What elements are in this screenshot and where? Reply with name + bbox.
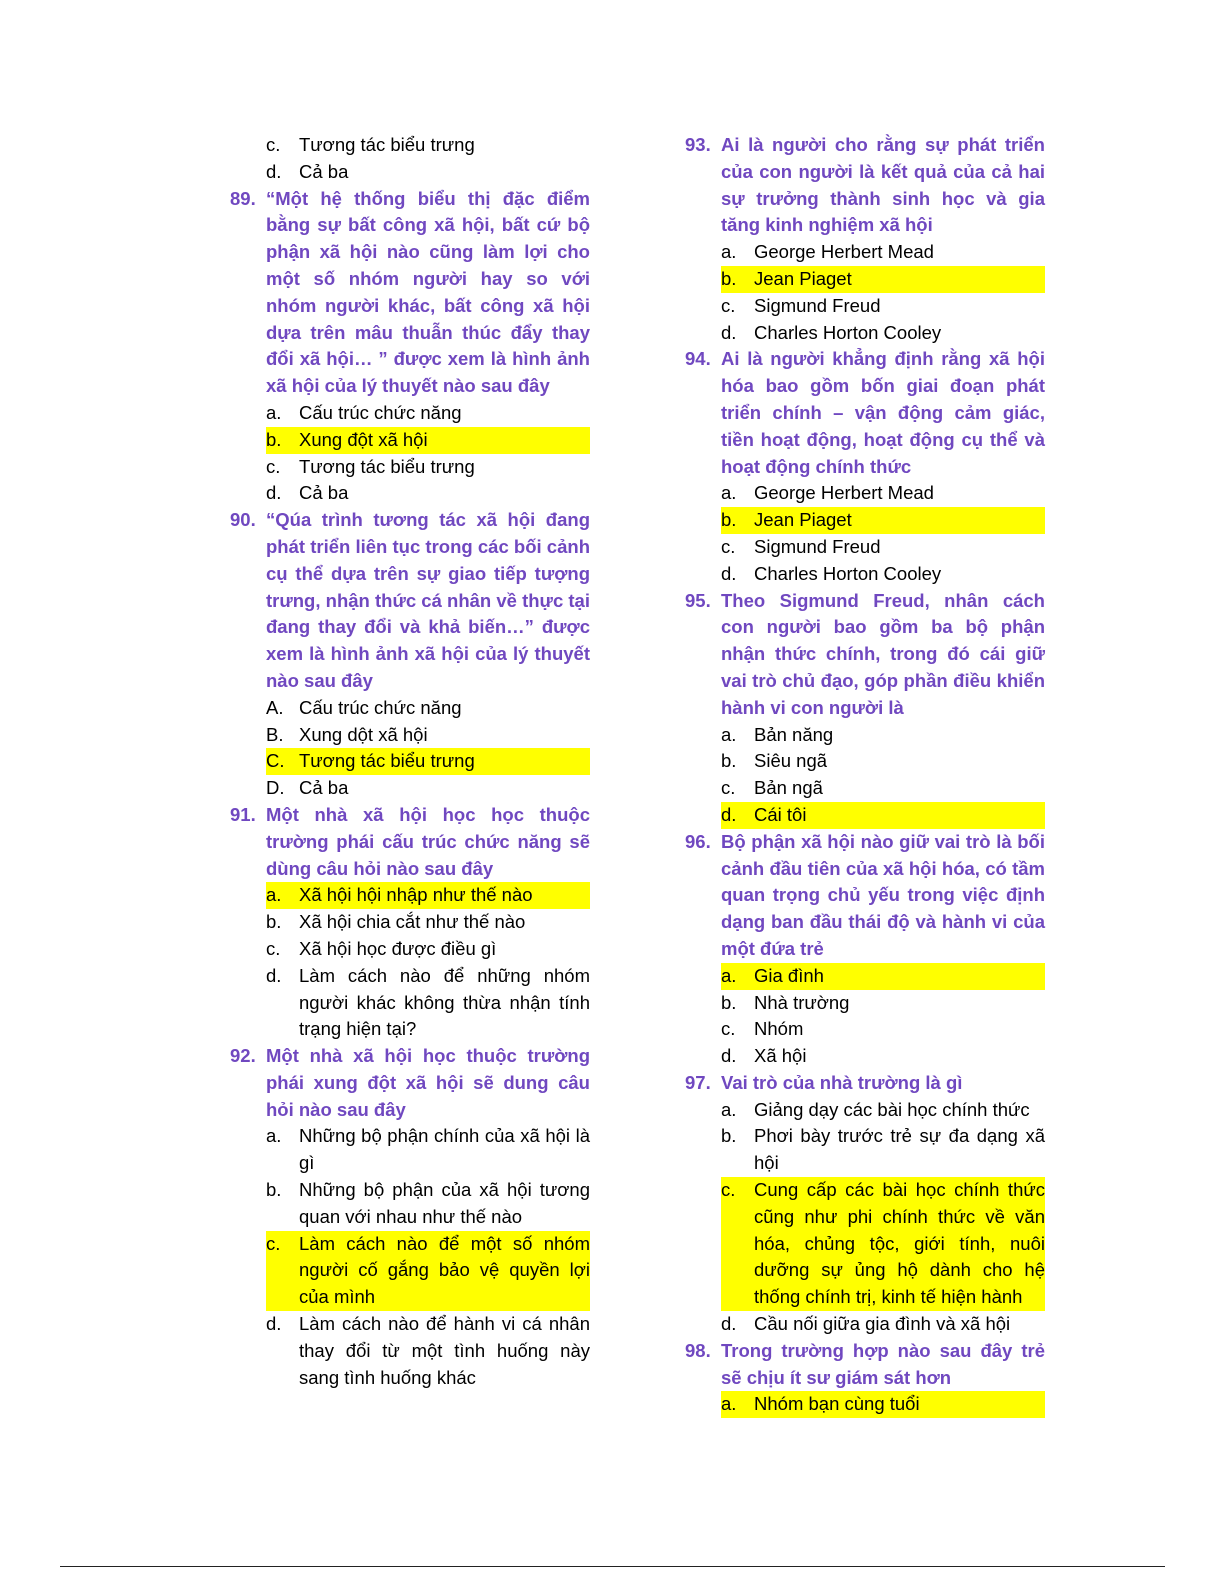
option-text: Tương tác biểu trưng bbox=[299, 455, 475, 477]
question-text: Vai trò của nhà trường là gì bbox=[721, 1071, 963, 1093]
question bbox=[230, 1043, 590, 1123]
option-letter: D. bbox=[266, 777, 285, 799]
option-letter: c. bbox=[721, 1018, 736, 1040]
option-letter: C. bbox=[266, 750, 285, 772]
option-letter: d. bbox=[266, 1313, 282, 1335]
answer-option bbox=[266, 909, 590, 936]
option-letter: c. bbox=[266, 937, 281, 959]
option-text: Cả ba bbox=[299, 777, 349, 799]
option-letter: c. bbox=[721, 535, 736, 557]
answer-option bbox=[266, 132, 590, 159]
option-text: Xung dột xã hội bbox=[299, 723, 428, 745]
option-letter: B. bbox=[266, 723, 284, 745]
option-text: Cả ba bbox=[299, 482, 349, 504]
option-text: Nhà trường bbox=[754, 991, 850, 1013]
answer-option bbox=[266, 963, 590, 1043]
answer-option bbox=[721, 534, 1045, 561]
question-number: 90. bbox=[230, 509, 256, 531]
option-text: Xã hội hội nhập như thế nào bbox=[299, 884, 533, 906]
answer-option bbox=[266, 159, 590, 186]
answer-option bbox=[266, 775, 590, 802]
option-text: Nhóm bbox=[754, 1018, 804, 1040]
question-text: “Một hệ thống biểu thị đặc điểm bằng sự bất công xã hội, bất cứ bộ phận xã hội nào cũng làm lợi cho một số nhóm người hay so với nhóm người khác, bất công xã hội dựa trên mâu thuẫn thúc đẩy thay đổi xã hội… ” được xem là hình ảnh xã hội của lý thuyết nào sau đây bbox=[266, 187, 590, 397]
question-number: 91. bbox=[230, 803, 256, 825]
option-text: Tương tác biểu trưng bbox=[299, 134, 475, 155]
page-bottom-rule bbox=[60, 1566, 1165, 1567]
option-text: Cấu trúc chức năng bbox=[299, 696, 462, 718]
option-text: Cầu nối giữa gia đình và xã hội bbox=[754, 1313, 1011, 1335]
option-text: Charles Horton Cooley bbox=[754, 321, 942, 343]
left-column bbox=[230, 132, 590, 1391]
answer-option-highlighted bbox=[266, 748, 590, 775]
answer-option bbox=[266, 695, 590, 722]
answer-option bbox=[266, 1311, 590, 1391]
option-text: Xung đột xã hội bbox=[299, 428, 428, 450]
question bbox=[685, 588, 1045, 722]
option-letter: c. bbox=[266, 1232, 281, 1254]
question bbox=[685, 1338, 1045, 1392]
answer-option bbox=[721, 1097, 1045, 1124]
option-text: Làm cách nào để những nhóm người khác không thừa nhận tính trạng hiện tại? bbox=[299, 964, 590, 1040]
question-text: Bộ phận xã hội nào giữ vai trò là bối cảnh đầu tiên của xã hội hóa, có tầm quan trọng chủ yếu trong việc định dạng ban đầu thái độ và hành vi của một đứa trẻ bbox=[721, 830, 1045, 959]
option-text: Gia đình bbox=[754, 964, 824, 986]
option-text: Bản năng bbox=[754, 723, 834, 745]
right-column bbox=[685, 132, 1045, 1418]
answer-option-highlighted bbox=[721, 963, 1045, 990]
answer-option bbox=[266, 454, 590, 481]
option-text: Nhóm bạn cùng tuổi bbox=[754, 1393, 920, 1415]
option-text: Xã hội học được điều gì bbox=[299, 937, 497, 959]
question-number: 97. bbox=[685, 1071, 711, 1093]
option-text: Cung cấp các bài học chính thức cũng như phi chính thức về văn hóa, chủng tộc, giới tính, nuôi dưỡng sự ủng hộ dành cho hệ thống chính trị, kinh tế hiện hành bbox=[754, 1179, 1045, 1308]
option-letter: d. bbox=[266, 160, 282, 182]
question-text: Ai là người khẳng định rằng xã hội hóa bao gồm bốn giai đoạn phát triển chính – vận động cảm giác, tiền hoạt động, hoạt động cụ thể và hoạt động chính thức bbox=[721, 348, 1045, 477]
option-text: Cái tôi bbox=[754, 803, 807, 825]
option-text: Charles Horton Cooley bbox=[754, 562, 942, 584]
option-letter: a. bbox=[266, 401, 282, 423]
option-letter: b. bbox=[721, 991, 737, 1013]
answer-option-highlighted bbox=[721, 802, 1045, 829]
question bbox=[230, 802, 590, 882]
option-text: Tương tác biểu trưng bbox=[299, 750, 475, 772]
option-letter: c. bbox=[721, 777, 736, 799]
option-text: Jean Piaget bbox=[754, 267, 852, 289]
option-text: Những bộ phận chính của xã hội là gì bbox=[299, 1125, 590, 1174]
answer-option-highlighted bbox=[721, 266, 1045, 293]
answer-option-highlighted bbox=[266, 1231, 590, 1311]
question bbox=[230, 186, 590, 400]
answer-option-highlighted bbox=[721, 507, 1045, 534]
option-letter: c. bbox=[721, 1179, 736, 1201]
option-text: George Herbert Mead bbox=[754, 241, 934, 263]
option-text: Những bộ phận của xã hội tương quan với nhau như thế nào bbox=[299, 1179, 590, 1227]
answer-option bbox=[721, 748, 1045, 775]
question-text: Ai là người cho rằng sự phát triển của con người là kết quả của cả hai sự trưởng thành sinh học và gia tăng kinh nghiệm xã hội bbox=[721, 134, 1045, 236]
question-number: 92. bbox=[230, 1045, 256, 1067]
option-letter: a. bbox=[266, 884, 282, 906]
question bbox=[685, 132, 1045, 239]
option-text: Làm cách nào để hành vi cá nhân thay đổi từ một tình huống này sang tình huống khác bbox=[299, 1313, 590, 1388]
option-letter: d. bbox=[721, 321, 737, 343]
option-letter: a. bbox=[721, 482, 737, 504]
answer-option bbox=[721, 775, 1045, 802]
option-text: Sigmund Freud bbox=[754, 294, 881, 316]
option-text: Phơi bày trước trẻ sự đa dạng xã hội bbox=[754, 1125, 1045, 1174]
answer-option-highlighted bbox=[721, 1177, 1045, 1311]
question-number: 98. bbox=[685, 1339, 711, 1361]
option-text: Cấu trúc chức năng bbox=[299, 401, 462, 423]
option-letter: b. bbox=[721, 509, 737, 531]
question bbox=[685, 1070, 1045, 1097]
option-letter: c. bbox=[266, 455, 281, 477]
option-text: Sigmund Freud bbox=[754, 535, 881, 557]
question-number: 95. bbox=[685, 589, 711, 611]
answer-option bbox=[721, 1311, 1045, 1338]
answer-option-highlighted bbox=[266, 427, 590, 454]
option-letter: a. bbox=[721, 1098, 737, 1120]
option-letter: b. bbox=[266, 911, 282, 933]
option-letter: a. bbox=[721, 241, 737, 263]
answer-option-highlighted bbox=[721, 1391, 1045, 1418]
option-letter: a. bbox=[721, 723, 737, 745]
answer-option bbox=[721, 722, 1045, 749]
option-text: Cả ba bbox=[299, 160, 349, 182]
answer-option bbox=[721, 1016, 1045, 1043]
answer-option bbox=[721, 990, 1045, 1017]
answer-option bbox=[721, 320, 1045, 347]
answer-option-highlighted bbox=[266, 882, 590, 909]
answer-option bbox=[266, 936, 590, 963]
option-letter: c. bbox=[721, 294, 736, 316]
option-letter: c. bbox=[266, 134, 281, 155]
option-letter: a. bbox=[721, 1393, 737, 1415]
question-number: 89. bbox=[230, 187, 256, 209]
option-letter: d. bbox=[721, 1045, 737, 1067]
question-number: 93. bbox=[685, 134, 711, 155]
option-text: Xã hội bbox=[754, 1045, 807, 1067]
option-text: Giảng dạy các bài học chính thức bbox=[754, 1098, 1030, 1120]
option-text: Siêu ngã bbox=[754, 750, 828, 772]
option-letter: b. bbox=[266, 1179, 282, 1201]
option-letter: d. bbox=[721, 1313, 737, 1335]
answer-option bbox=[721, 480, 1045, 507]
question bbox=[685, 829, 1045, 963]
option-letter: b. bbox=[721, 267, 737, 289]
option-letter: a. bbox=[266, 1125, 282, 1147]
question-text: Một nhà xã hội học thuộc trường phái xung đột xã hội sẽ dung câu hỏi nào sau đây bbox=[266, 1045, 590, 1120]
option-letter: d. bbox=[266, 482, 282, 504]
answer-option bbox=[721, 561, 1045, 588]
question-text: Theo Sigmund Freud, nhân cách con người bao gồm ba bộ phận nhận thức chính, trong đó cái giữ vai trò chủ đạo, góp phần điều khiển hành vi con người là bbox=[721, 589, 1045, 718]
question-number: 96. bbox=[685, 830, 711, 852]
option-letter: a. bbox=[721, 964, 737, 986]
answer-option bbox=[266, 1123, 590, 1177]
option-letter: A. bbox=[266, 696, 284, 718]
option-letter: d. bbox=[721, 562, 737, 584]
option-letter: b. bbox=[266, 428, 282, 450]
option-text: Làm cách nào để một số nhóm người cố gắng bảo vệ quyền lợi của mình bbox=[299, 1232, 590, 1308]
answer-option bbox=[721, 1123, 1045, 1177]
question bbox=[230, 507, 590, 695]
answer-option bbox=[721, 239, 1045, 266]
question-number: 94. bbox=[685, 348, 711, 370]
answer-option bbox=[721, 1043, 1045, 1070]
option-letter: d. bbox=[721, 803, 737, 825]
option-letter: b. bbox=[721, 750, 737, 772]
answer-option bbox=[266, 400, 590, 427]
question-text: Trong trường hợp nào sau đây trẻ sẽ chịu ít sư giám sát hơn bbox=[721, 1339, 1045, 1388]
option-letter: b. bbox=[721, 1125, 737, 1147]
answer-option bbox=[721, 293, 1045, 320]
question bbox=[685, 346, 1045, 480]
option-text: Jean Piaget bbox=[754, 509, 852, 531]
option-text: George Herbert Mead bbox=[754, 482, 934, 504]
answer-option bbox=[266, 480, 590, 507]
option-text: Bản ngã bbox=[754, 777, 823, 799]
question-text: Một nhà xã hội học học thuộc trường phái cấu trúc chức năng sẽ dùng câu hỏi nào sau đây bbox=[266, 803, 590, 879]
option-text: Xã hội chia cắt như thế nào bbox=[299, 911, 526, 933]
option-letter: d. bbox=[266, 964, 282, 986]
answer-option bbox=[266, 1177, 590, 1231]
question-text: “Qúa trình tương tác xã hội đang phát triển liên tục trong các bối cảnh cụ thể dựa trên sự giao tiếp tượng trưng, nhận thức cá nhân về thực tại đang thay đổi và khả biến…” được xem là hình ảnh xã hội của lý thuyết nào sau đây bbox=[266, 509, 590, 691]
answer-option bbox=[266, 722, 590, 749]
